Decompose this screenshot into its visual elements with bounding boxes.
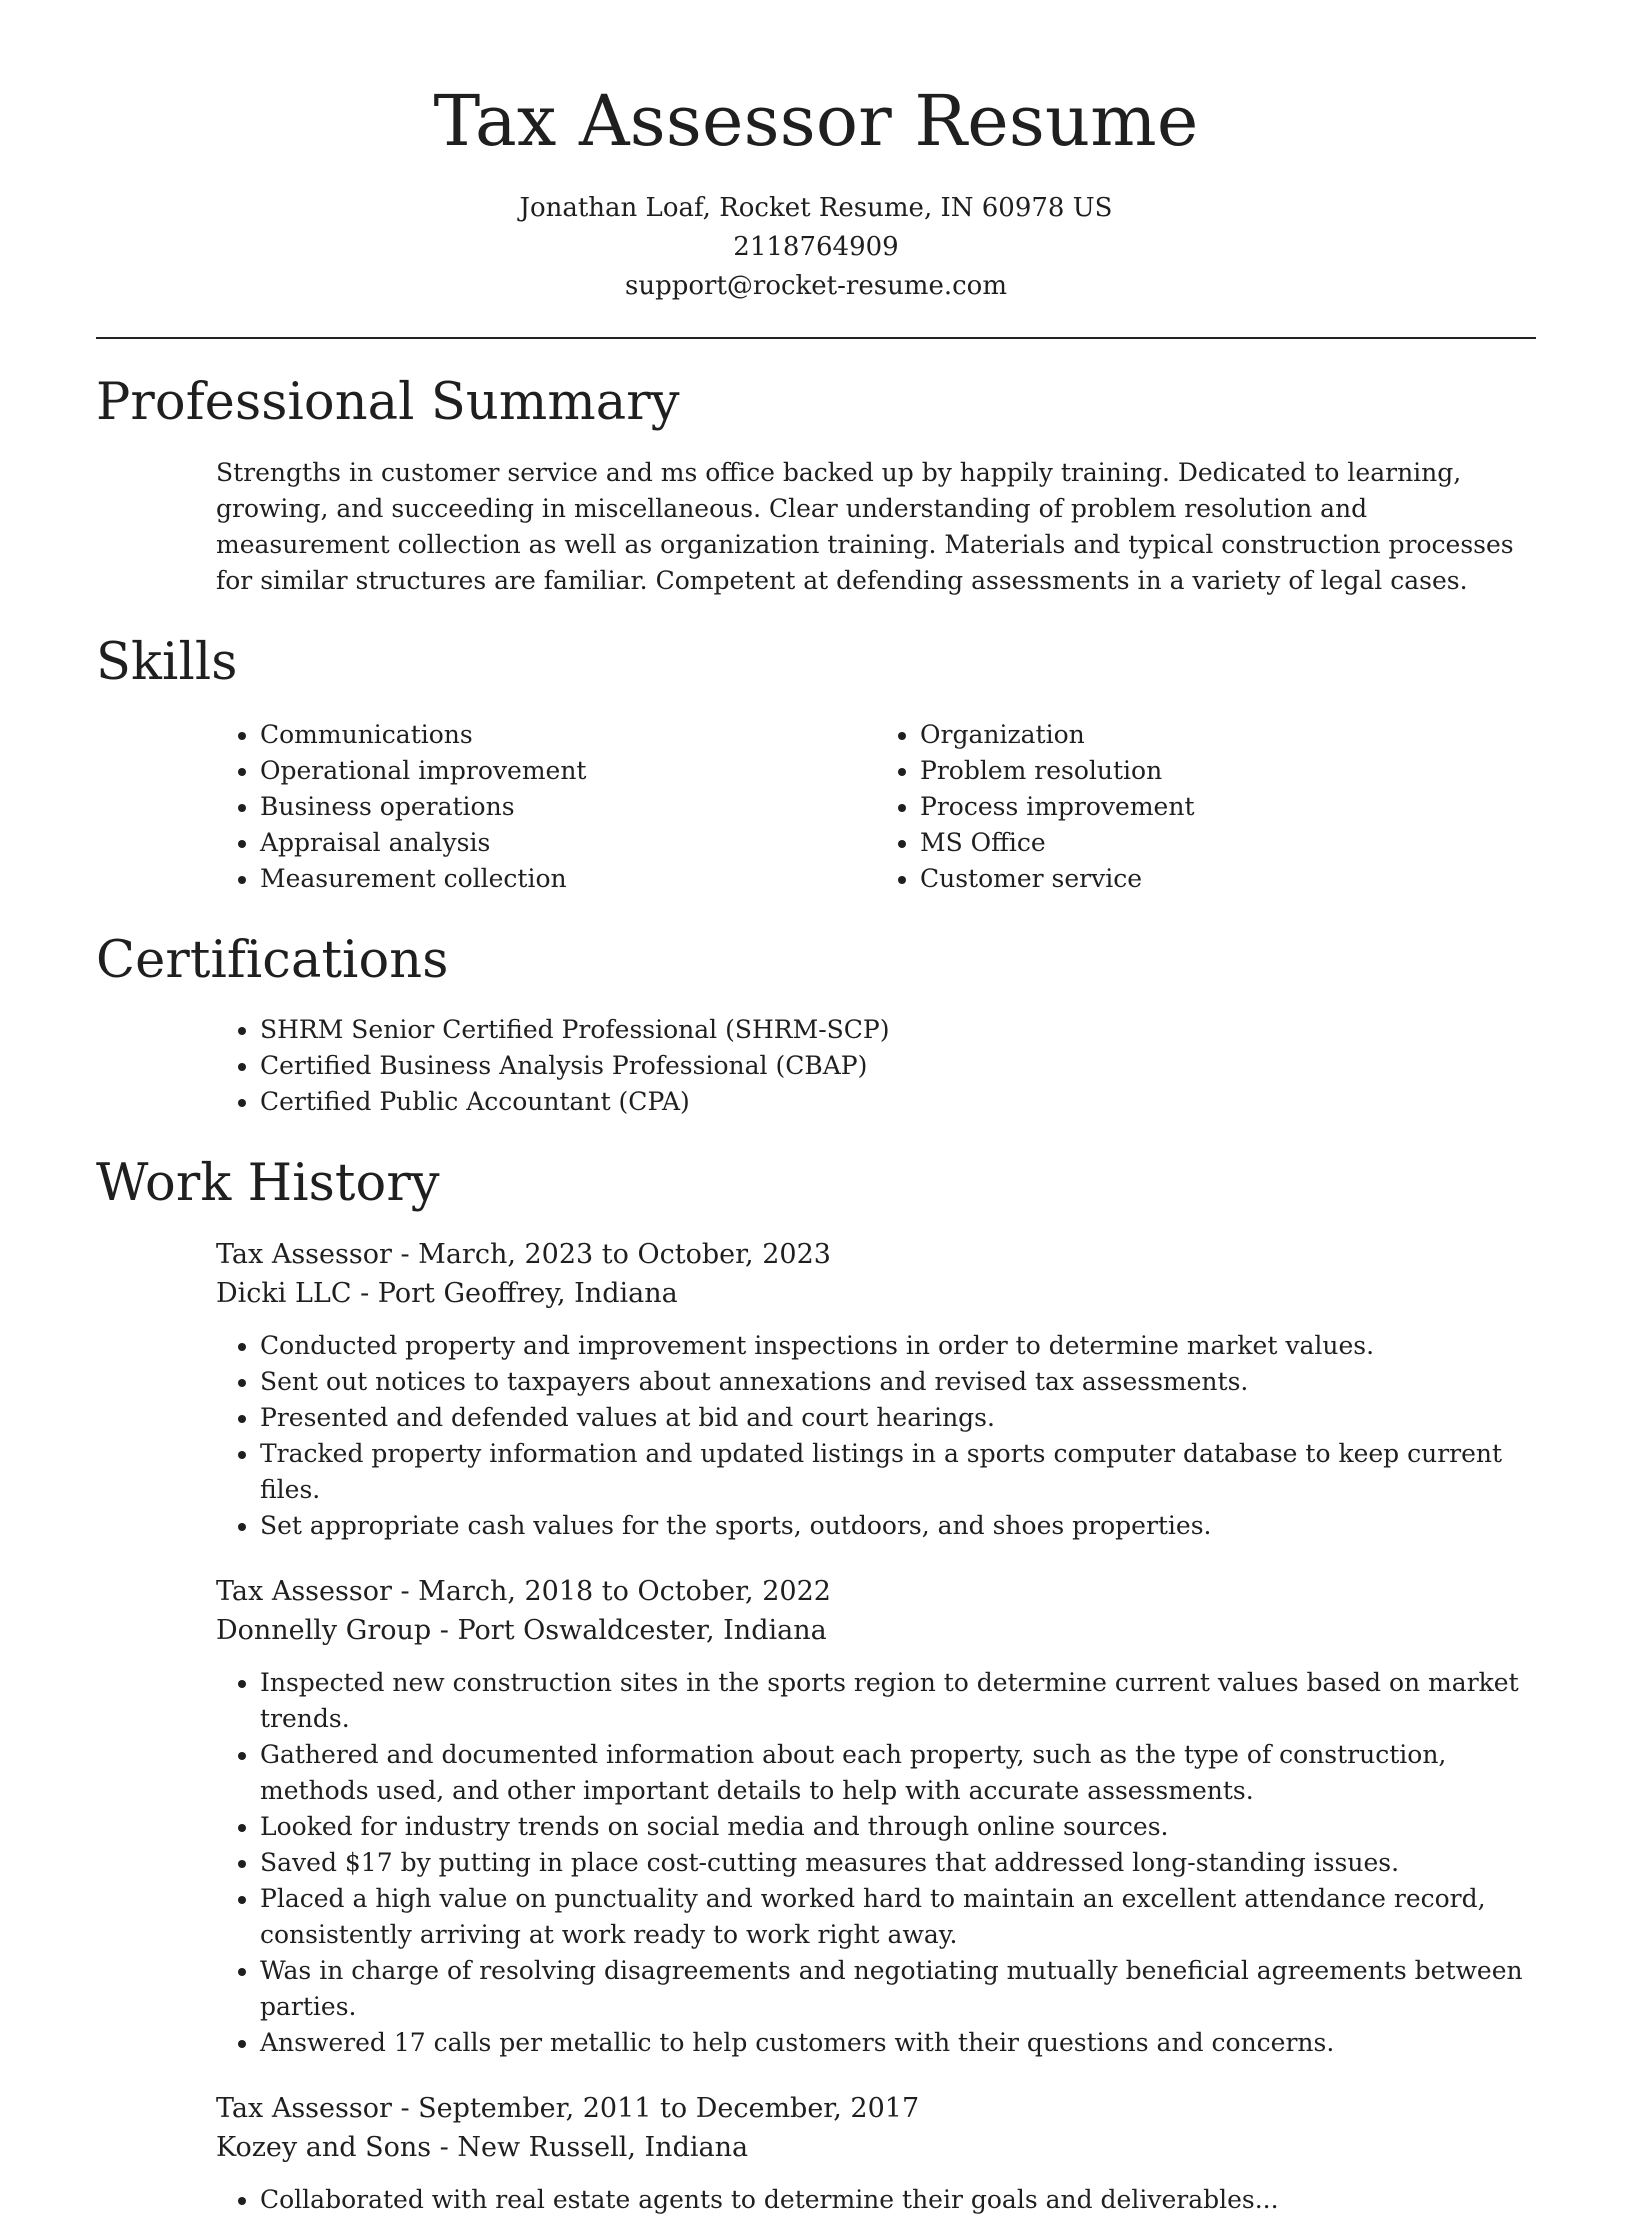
professional-summary-section	[96, 373, 1536, 599]
certifications-list	[216, 1012, 1536, 1120]
job-bullet: • Placed a high value on punctuality and worked hard to maintain an excellent attendance record, consistently arriving at work ready to work right away.	[260, 1881, 1536, 1953]
job-bullet: • Looked for industry trends on social media and through online sources.	[260, 1809, 1536, 1845]
job-bullet: • Was in charge of resolving disagreements and negotiating mutually beneficial agreements between parties.	[260, 1953, 1536, 2025]
contact-email: support@rocket-resume.com	[624, 271, 1007, 301]
job-entry	[216, 1235, 1536, 1544]
skills-right-list	[876, 717, 1536, 897]
job-bullet: • Saved $17 by putting in place cost-cutting measures that addressed long-standing issues.	[260, 1845, 1536, 1881]
skill-item: • Appraisal analysis	[260, 825, 876, 861]
job-company-line: Donnelly Group - Port Oswaldcester, Indiana	[216, 1615, 827, 1646]
certifications-list-wrap	[216, 1012, 1536, 1120]
job-title-line: Tax Assessor - March, 2023 to October, 2023	[216, 1239, 831, 1270]
professional-summary-text: Strengths in customer service and ms office backed up by happily training. Dedicated to learning, growing, and succeeding in miscellaneous. Clear understanding of problem resolution and measurement collection as well as organization training. Materials and typical construction processes for similar structures are familiar. Competent at defending assessments in a variety of legal cases.	[216, 458, 1514, 595]
certification-item: • Certified Public Accountant (CPA)	[260, 1084, 1536, 1120]
job-bullet: • Answered 17 calls per metallic to help customers with their questions and concerns.	[260, 2025, 1536, 2061]
job-company-line: Dicki LLC - Port Geoffrey, Indiana	[216, 1278, 678, 1309]
skill-item: • Operational improvement	[260, 753, 876, 789]
job-entry	[216, 2089, 1536, 2218]
job-entry	[216, 1572, 1536, 2061]
skill-item: • Business operations	[260, 789, 876, 825]
job-title-line: Tax Assessor - March, 2018 to October, 2022	[216, 1576, 831, 1607]
skill-item: • Customer service	[920, 861, 1536, 897]
header-divider	[96, 337, 1536, 339]
professional-summary-title: Professional Summary	[96, 373, 680, 432]
skill-item: • Measurement collection	[260, 861, 876, 897]
skill-item: • MS Office	[920, 825, 1536, 861]
job-title-line: Tax Assessor - September, 2011 to December, 2017	[216, 2093, 920, 2124]
skill-item: • Communications	[260, 717, 876, 753]
work-history-title: Work History	[96, 1154, 440, 1213]
job-company-line: Kozey and Sons - New Russell, Indiana	[216, 2132, 749, 2163]
skill-item: • Organization	[920, 717, 1536, 753]
skills-section	[96, 633, 1536, 897]
certification-item: • Certified Business Analysis Professional (CBAP)	[260, 1048, 1536, 1084]
resume-title: Tax Assessor Resume	[433, 80, 1199, 162]
skill-item: • Problem resolution	[920, 753, 1536, 789]
job-bullet: • Gathered and documented information about each property, such as the type of construction, methods used, and other important details to help with accurate assessments.	[260, 1737, 1536, 1809]
skill-item: • Process improvement	[920, 789, 1536, 825]
job-bullet: • Presented and defended values at bid and court hearings.	[260, 1400, 1536, 1436]
job-bullets	[216, 2182, 1536, 2218]
job-bullet: • Tracked property information and updated listings in a sports computer database to keep current files.	[260, 1436, 1536, 1508]
job-bullet: • Inspected new construction sites in the sports region to determine current values based on market trends.	[260, 1665, 1536, 1737]
skills-title: Skills	[96, 633, 238, 692]
job-bullet: • Collaborated with real estate agents to determine their goals and deliverables...	[260, 2182, 1536, 2218]
job-bullet: • Set appropriate cash values for the sports, outdoors, and shoes properties.	[260, 1508, 1536, 1544]
job-spacer	[96, 2061, 1536, 2089]
work-history-section	[96, 1154, 1536, 2218]
skills-columns	[216, 717, 1536, 897]
job-bullet: • Sent out notices to taxpayers about annexations and revised tax assessments.	[260, 1364, 1536, 1400]
job-bullets	[216, 1328, 1536, 1544]
certifications-title: Certifications	[96, 931, 449, 990]
contact-block	[96, 189, 1536, 306]
resume-page	[96, 0, 1536, 2218]
resume-header	[96, 0, 1536, 339]
contact-phone: 2118764909	[733, 232, 899, 262]
contact-address: Jonathan Loaf, Rocket Resume, IN 60978 US	[519, 193, 1113, 223]
job-spacer	[96, 1544, 1536, 1572]
job-bullet: • Conducted property and improvement inspections in order to determine market values.	[260, 1328, 1536, 1364]
skills-left-list	[216, 717, 876, 897]
certifications-section	[96, 931, 1536, 1120]
job-bullets	[216, 1665, 1536, 2061]
certification-item: • SHRM Senior Certified Professional (SHRM-SCP)	[260, 1012, 1536, 1048]
